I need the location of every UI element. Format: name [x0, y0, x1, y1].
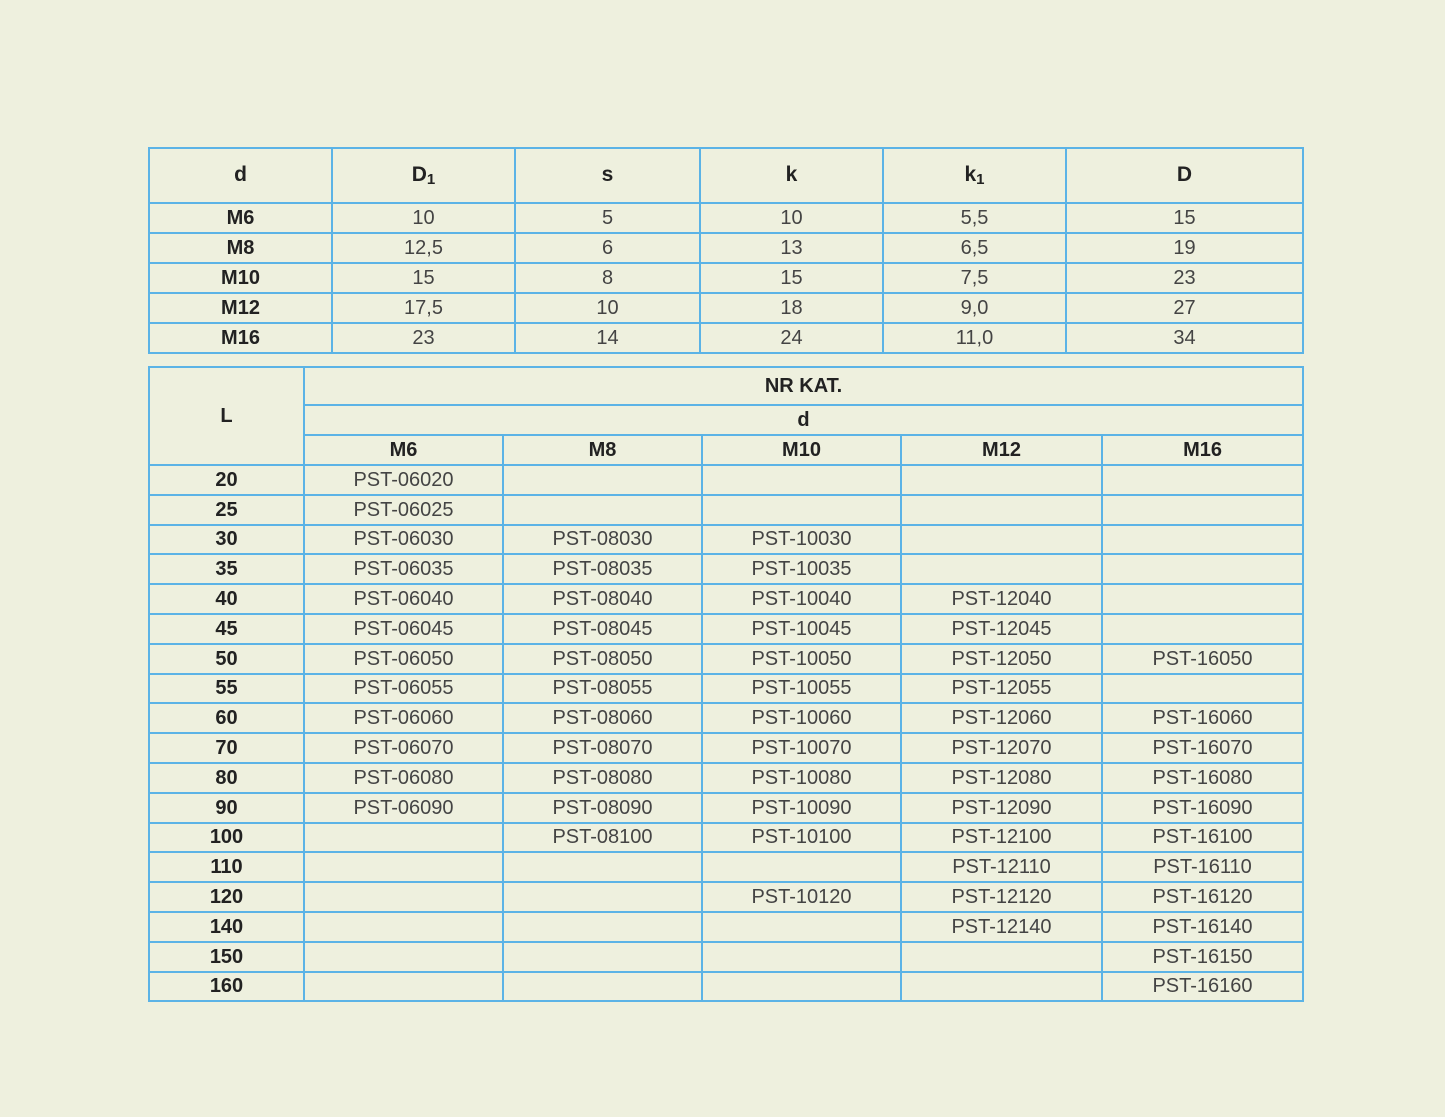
- length-cell: 55: [149, 674, 304, 704]
- catalog-number-cell: PST-12055: [901, 674, 1102, 704]
- catalog-number-cell: PST-12060: [901, 703, 1102, 733]
- catalog-number-header: NR KAT.: [304, 367, 1303, 405]
- dimension-value-cell: 10: [332, 203, 515, 233]
- catalog-number-cell: PST-16110: [1102, 852, 1303, 882]
- catalog-number-cell: [901, 495, 1102, 525]
- catalog-number-cell: PST-06055: [304, 674, 503, 704]
- catalog-number-cell: PST-12100: [901, 823, 1102, 853]
- catalog-number-cell: PST-10120: [702, 882, 901, 912]
- catalog-number-cell: PST-08100: [503, 823, 702, 853]
- dimensions-row: [149, 263, 1303, 293]
- dimension-value-cell: 18: [700, 293, 883, 323]
- dimension-value-cell: 5: [515, 203, 700, 233]
- catalog-number-cell: [702, 852, 901, 882]
- catalog-number-cell: PST-10035: [702, 554, 901, 584]
- catalog-number-cell: [702, 912, 901, 942]
- length-header: L: [149, 367, 304, 465]
- catalog-number-cell: [503, 465, 702, 495]
- catalog-number-cell: PST-10060: [702, 703, 901, 733]
- catalog-number-cell: PST-08090: [503, 793, 702, 823]
- catalog-number-cell: [901, 554, 1102, 584]
- dimension-value-cell: 23: [332, 323, 515, 353]
- catalog-row: [149, 465, 1303, 495]
- dimension-value-cell: 14: [515, 323, 700, 353]
- catalog-number-cell: PST-08060: [503, 703, 702, 733]
- length-cell: 90: [149, 793, 304, 823]
- catalog-number-cell: [1102, 495, 1303, 525]
- dimension-value-cell: 11,0: [883, 323, 1066, 353]
- catalog-row: [149, 823, 1303, 853]
- catalog-row: [149, 793, 1303, 823]
- dimension-value-cell: 9,0: [883, 293, 1066, 323]
- dimension-value-cell: 24: [700, 323, 883, 353]
- length-cell: 110: [149, 852, 304, 882]
- catalog-number-cell: PST-12070: [901, 733, 1102, 763]
- column-header-m16: M16: [1102, 435, 1303, 465]
- thread-diameter-header: d: [304, 405, 1303, 435]
- catalog-number-cell: PST-12040: [901, 584, 1102, 614]
- catalog-number-cell: [503, 495, 702, 525]
- catalog-number-cell: PST-16050: [1102, 644, 1303, 674]
- catalog-number-cell: PST-10080: [702, 763, 901, 793]
- column-header-m8: M8: [503, 435, 702, 465]
- dimension-value-cell: 13: [700, 233, 883, 263]
- dimension-value-cell: 12,5: [332, 233, 515, 263]
- dimension-value-cell: 23: [1066, 263, 1303, 293]
- catalog-number-cell: PST-06025: [304, 495, 503, 525]
- catalog-row: [149, 554, 1303, 584]
- thread-size-cell: M12: [149, 293, 332, 323]
- length-cell: 100: [149, 823, 304, 853]
- catalog-row: [149, 614, 1303, 644]
- dimension-value-cell: 10: [515, 293, 700, 323]
- catalog-row: [149, 882, 1303, 912]
- catalog-number-cell: [1102, 584, 1303, 614]
- catalog-row: [149, 942, 1303, 972]
- thread-size-cell: M6: [149, 203, 332, 233]
- catalog-number-cell: [503, 882, 702, 912]
- catalog-row: [149, 495, 1303, 525]
- thread-size-cell: M16: [149, 323, 332, 353]
- length-cell: 160: [149, 972, 304, 1002]
- dimensions-table: [148, 147, 1304, 354]
- catalog-number-cell: PST-06045: [304, 614, 503, 644]
- catalog-number-cell: PST-06035: [304, 554, 503, 584]
- catalog-number-cell: PST-06070: [304, 733, 503, 763]
- catalog-number-cell: [901, 942, 1102, 972]
- catalog-number-cell: [503, 912, 702, 942]
- dimensions-row: [149, 293, 1303, 323]
- catalog-number-cell: [901, 525, 1102, 555]
- catalog-number-cell: PST-16060: [1102, 703, 1303, 733]
- catalog-number-cell: PST-06050: [304, 644, 503, 674]
- length-cell: 50: [149, 644, 304, 674]
- catalog-number-cell: PST-12110: [901, 852, 1102, 882]
- catalog-number-cell: [1102, 674, 1303, 704]
- catalog-row: [149, 972, 1303, 1002]
- catalog-row: [149, 674, 1303, 704]
- dimension-value-cell: 27: [1066, 293, 1303, 323]
- catalog-number-cell: PST-08055: [503, 674, 702, 704]
- dimension-value-cell: 10: [700, 203, 883, 233]
- dimension-value-cell: 6: [515, 233, 700, 263]
- dimension-value-cell: 5,5: [883, 203, 1066, 233]
- dimensions-row: [149, 233, 1303, 263]
- catalog-number-cell: PST-06040: [304, 584, 503, 614]
- catalog-row: [149, 733, 1303, 763]
- dim-header-d: d: [149, 148, 332, 203]
- dimension-value-cell: 15: [1066, 203, 1303, 233]
- catalog-number-cell: PST-10090: [702, 793, 901, 823]
- catalog-number-cell: [304, 972, 503, 1002]
- catalog-row: [149, 763, 1303, 793]
- length-cell: 150: [149, 942, 304, 972]
- catalog-number-cell: [304, 912, 503, 942]
- length-cell: 20: [149, 465, 304, 495]
- catalog-number-cell: PST-16120: [1102, 882, 1303, 912]
- catalog-number-cell: PST-16080: [1102, 763, 1303, 793]
- catalog-row: [149, 644, 1303, 674]
- thread-size-cell: M10: [149, 263, 332, 293]
- catalog-number-cell: [1102, 465, 1303, 495]
- dimension-value-cell: 34: [1066, 323, 1303, 353]
- column-header-m10: M10: [702, 435, 901, 465]
- catalog-number-cell: PST-16140: [1102, 912, 1303, 942]
- catalog-number-cell: PST-16100: [1102, 823, 1303, 853]
- catalog-number-cell: [503, 942, 702, 972]
- catalog-number-cell: PST-12045: [901, 614, 1102, 644]
- catalog-row: [149, 852, 1303, 882]
- catalog-row: [149, 584, 1303, 614]
- catalog-number-cell: PST-16150: [1102, 942, 1303, 972]
- catalog-number-cell: PST-10055: [702, 674, 901, 704]
- catalog-number-cell: [503, 852, 702, 882]
- column-header-m12: M12: [901, 435, 1102, 465]
- catalog-number-cell: PST-12050: [901, 644, 1102, 674]
- catalog-header-row-group: [149, 367, 1303, 405]
- catalog-number-cell: PST-08070: [503, 733, 702, 763]
- dim-header-big-d: D: [1066, 148, 1303, 203]
- catalog-number-cell: PST-12140: [901, 912, 1102, 942]
- catalog-number-cell: PST-08030: [503, 525, 702, 555]
- catalog-number-cell: [304, 823, 503, 853]
- length-cell: 140: [149, 912, 304, 942]
- length-cell: 45: [149, 614, 304, 644]
- catalog-number-cell: [901, 465, 1102, 495]
- catalog-number-cell: PST-06080: [304, 763, 503, 793]
- catalog-number-cell: PST-06090: [304, 793, 503, 823]
- catalog-number-cell: [1102, 525, 1303, 555]
- catalog-number-cell: [304, 852, 503, 882]
- catalog-number-cell: PST-16160: [1102, 972, 1303, 1002]
- catalog-number-cell: [1102, 554, 1303, 584]
- catalog-header-row-columns: [149, 435, 1303, 465]
- catalog-number-cell: PST-08045: [503, 614, 702, 644]
- dimension-value-cell: 19: [1066, 233, 1303, 263]
- length-cell: 35: [149, 554, 304, 584]
- catalog-number-cell: PST-16070: [1102, 733, 1303, 763]
- catalog-number-cell: PST-08080: [503, 763, 702, 793]
- dim-header-k: k: [700, 148, 883, 203]
- catalog-number-cell: [901, 972, 1102, 1002]
- length-cell: 30: [149, 525, 304, 555]
- catalog-number-cell: PST-10100: [702, 823, 901, 853]
- catalog-number-cell: PST-10070: [702, 733, 901, 763]
- catalog-row: [149, 912, 1303, 942]
- catalog-number-cell: PST-10050: [702, 644, 901, 674]
- catalog-number-cell: PST-12090: [901, 793, 1102, 823]
- catalog-number-table: [148, 366, 1304, 1002]
- dimensions-row: [149, 323, 1303, 353]
- length-cell: 80: [149, 763, 304, 793]
- catalog-number-cell: PST-08050: [503, 644, 702, 674]
- catalog-number-cell: [702, 942, 901, 972]
- dim-header-d1: $D_1$: [332, 148, 515, 203]
- dimension-value-cell: 15: [332, 263, 515, 293]
- catalog-number-cell: PST-06060: [304, 703, 503, 733]
- length-cell: 120: [149, 882, 304, 912]
- dim-header-k1: $k_1$: [883, 148, 1066, 203]
- catalog-number-cell: [304, 882, 503, 912]
- length-cell: 60: [149, 703, 304, 733]
- catalog-header-row-subgroup: [149, 405, 1303, 435]
- catalog-number-cell: PST-12080: [901, 763, 1102, 793]
- length-cell: 25: [149, 495, 304, 525]
- dimension-value-cell: 6,5: [883, 233, 1066, 263]
- length-cell: 40: [149, 584, 304, 614]
- column-header-m6: M6: [304, 435, 503, 465]
- catalog-number-cell: [702, 495, 901, 525]
- dimension-value-cell: 17,5: [332, 293, 515, 323]
- thread-size-cell: M8: [149, 233, 332, 263]
- catalog-number-cell: [503, 972, 702, 1002]
- catalog-number-cell: PST-10030: [702, 525, 901, 555]
- dimension-value-cell: 7,5: [883, 263, 1066, 293]
- catalog-number-cell: [702, 465, 901, 495]
- catalog-number-cell: PST-06020: [304, 465, 503, 495]
- catalog-number-cell: [304, 942, 503, 972]
- catalog-number-cell: PST-10045: [702, 614, 901, 644]
- catalog-number-cell: PST-06030: [304, 525, 503, 555]
- dimensions-row: [149, 203, 1303, 233]
- catalog-number-cell: PST-16090: [1102, 793, 1303, 823]
- catalog-row: [149, 703, 1303, 733]
- length-cell: 70: [149, 733, 304, 763]
- catalog-number-cell: [1102, 614, 1303, 644]
- dim-header-s: s: [515, 148, 700, 203]
- catalog-number-cell: [702, 972, 901, 1002]
- dimensions-header-row: [149, 148, 1303, 203]
- catalog-row: [149, 525, 1303, 555]
- catalog-number-cell: PST-08040: [503, 584, 702, 614]
- catalog-number-cell: PST-08035: [503, 554, 702, 584]
- dimension-value-cell: 8: [515, 263, 700, 293]
- catalog-number-cell: PST-10040: [702, 584, 901, 614]
- catalog-number-cell: PST-12120: [901, 882, 1102, 912]
- dimension-value-cell: 15: [700, 263, 883, 293]
